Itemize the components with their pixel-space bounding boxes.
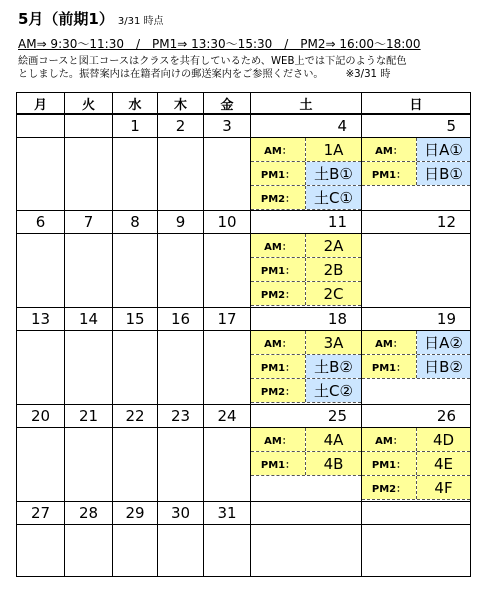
- day-cell[interactable]: [112, 210, 158, 308]
- day-cell[interactable]: [250, 210, 362, 308]
- class-slot-pm1: [251, 355, 361, 379]
- slot-label: PM1：: [251, 258, 305, 281]
- date-number: 4: [337, 117, 347, 135]
- slot-label: AM：: [251, 234, 305, 257]
- day-cell[interactable]: [64, 501, 113, 577]
- note-stamp: ※3/31 時: [345, 69, 391, 80]
- slot-label: AM：: [362, 331, 416, 354]
- day-cell[interactable]: [16, 210, 65, 308]
- date-number: 19: [436, 310, 456, 328]
- class-slot-am: [362, 138, 470, 162]
- date-number: 9: [175, 213, 186, 231]
- slot-label: PM1：: [362, 452, 416, 475]
- date-number: 29: [125, 504, 145, 522]
- class-name: 2C: [306, 282, 361, 305]
- date-number: 13: [30, 310, 51, 328]
- day-cell[interactable]: [157, 501, 204, 577]
- as-of-date: 3/31 時点: [117, 16, 164, 27]
- day-cell[interactable]: [16, 501, 65, 577]
- class-name: 2A: [306, 234, 361, 257]
- day-cell[interactable]: [361, 501, 471, 577]
- day-cell[interactable]: [112, 404, 158, 502]
- day-cell[interactable]: [203, 307, 251, 405]
- slot-label: AM：: [362, 428, 416, 451]
- class-name: 4A: [306, 428, 361, 451]
- class-slot-am: [362, 428, 470, 452]
- date-number: 30: [170, 504, 191, 522]
- class-slot-am: [251, 428, 361, 452]
- day-cell[interactable]: [16, 404, 65, 502]
- weekday-header-wed: 水: [112, 92, 158, 114]
- day-cell[interactable]: [203, 114, 251, 211]
- class-slot-am: [251, 234, 361, 258]
- class-slot-pm2: [251, 282, 361, 306]
- slot-label: PM1：: [251, 452, 305, 475]
- date-number: 23: [170, 407, 191, 425]
- slot-label: AM：: [251, 138, 305, 161]
- day-cell[interactable]: [157, 210, 204, 308]
- date-number: 11: [327, 213, 347, 231]
- class-name: 4D: [417, 428, 470, 451]
- title-text: 5月（前期1）: [18, 10, 114, 28]
- class-slot-pm2: [362, 476, 470, 500]
- day-cell[interactable]: [112, 307, 158, 405]
- calendar-grid: [16, 92, 470, 576]
- slot-label: PM2：: [251, 282, 305, 305]
- weekday-header-thu: 木: [157, 92, 204, 114]
- class-name: 4B: [306, 452, 361, 475]
- date-number: 14: [78, 310, 99, 328]
- day-cell[interactable]: [64, 114, 113, 211]
- class-slot-pm1: [251, 452, 361, 476]
- slot-label: PM1：: [362, 162, 416, 185]
- class-name: 3A: [306, 331, 361, 354]
- date-number: 16: [170, 310, 191, 328]
- weekday-header-fri: 金: [203, 92, 251, 114]
- class-name: 日A②: [417, 331, 470, 354]
- slot-label: AM：: [251, 331, 305, 354]
- day-cell[interactable]: [250, 404, 362, 502]
- weekday-header-tue: 火: [64, 92, 113, 114]
- time-legend: AM⇒ 9:30～11:30 / PM1⇒ 13:30～15:30 / PM2⇒ 16:00～18:00: [18, 37, 421, 51]
- class-name: 土C①: [306, 186, 361, 209]
- day-cell[interactable]: [361, 210, 471, 308]
- day-cell[interactable]: [361, 307, 471, 405]
- class-slot-pm1: [251, 162, 361, 186]
- slot-label: AM：: [362, 138, 416, 161]
- date-number: 17: [217, 310, 237, 328]
- date-number: 21: [78, 407, 99, 425]
- class-slot-am: [251, 331, 361, 355]
- date-number: 31: [217, 504, 237, 522]
- date-number: 26: [436, 407, 456, 425]
- date-number: [251, 502, 361, 524]
- day-cell[interactable]: [16, 307, 65, 405]
- date-number: 15: [125, 310, 145, 328]
- slot-label: PM2：: [251, 379, 305, 402]
- slot-label: PM1：: [362, 355, 416, 378]
- date-number: 20: [30, 407, 51, 425]
- class-slot-pm1: [362, 452, 470, 476]
- day-cell[interactable]: [361, 404, 471, 502]
- day-cell[interactable]: [157, 307, 204, 405]
- slot-label: PM2：: [251, 186, 305, 209]
- day-cell[interactable]: [250, 307, 362, 405]
- date-number: [65, 115, 112, 137]
- class-name: 4F: [417, 476, 470, 499]
- class-name: 1A: [306, 138, 361, 161]
- day-cell[interactable]: [203, 501, 251, 577]
- date-number: 27: [30, 504, 51, 522]
- class-slot-am: [251, 138, 361, 162]
- day-cell[interactable]: [64, 210, 113, 308]
- day-cell[interactable]: [250, 501, 362, 577]
- class-name: 土B②: [306, 355, 361, 378]
- day-cell[interactable]: [203, 210, 251, 308]
- date-number: [17, 115, 64, 137]
- slot-label: PM1：: [251, 355, 305, 378]
- day-cell[interactable]: [361, 114, 471, 211]
- class-name: 4E: [417, 452, 470, 475]
- weekday-header-sat: 土: [250, 92, 362, 114]
- date-number: 3: [222, 117, 232, 135]
- slot-label: PM2：: [362, 476, 416, 499]
- day-cell[interactable]: [157, 114, 204, 211]
- date-number: 1: [130, 117, 140, 135]
- day-cell[interactable]: [112, 501, 158, 577]
- class-slot-pm2: [251, 186, 361, 210]
- class-name: 日B①: [417, 162, 470, 185]
- date-number: 28: [78, 504, 99, 522]
- day-cell[interactable]: [250, 114, 362, 211]
- date-number: 5: [446, 117, 456, 135]
- class-slot-pm1: [362, 355, 470, 379]
- date-number: 7: [83, 213, 94, 231]
- class-name: 2B: [306, 258, 361, 281]
- slot-label: AM：: [251, 428, 305, 451]
- weekday-header-sun: 日: [361, 92, 471, 114]
- day-cell[interactable]: [157, 404, 204, 502]
- note-line-2: としました。振替案内は在籍者向けの郵送案内をご参照ください。: [18, 69, 324, 80]
- class-slot-am: [362, 331, 470, 355]
- date-number: 22: [125, 407, 145, 425]
- date-number: [362, 502, 470, 524]
- slot-label: PM1：: [251, 162, 305, 185]
- day-cell[interactable]: [64, 307, 113, 405]
- date-number: 10: [217, 213, 237, 231]
- date-number: 12: [436, 213, 456, 231]
- date-number: 25: [327, 407, 347, 425]
- class-slot-pm2: [251, 379, 361, 403]
- class-name: 日B②: [417, 355, 470, 378]
- class-name: 土B①: [306, 162, 361, 185]
- date-number: 18: [327, 310, 347, 328]
- day-cell[interactable]: [203, 404, 251, 502]
- date-number: 2: [175, 117, 186, 135]
- day-cell[interactable]: [112, 114, 158, 211]
- class-name: 土C②: [306, 379, 361, 402]
- class-slot-pm1: [251, 258, 361, 282]
- note-line-1: 絵画コースと図工コースはクラスを共有しているため、WEB上では下記のような配色: [18, 56, 407, 67]
- day-cell[interactable]: [16, 114, 65, 211]
- date-number: 6: [35, 213, 46, 231]
- date-number: 24: [217, 407, 237, 425]
- class-slot-pm1: [362, 162, 470, 186]
- color-note: [18, 55, 478, 81]
- day-cell[interactable]: [64, 404, 113, 502]
- weekday-header-mon: 月: [16, 92, 65, 114]
- page-title: [18, 8, 164, 29]
- date-number: 8: [130, 213, 140, 231]
- class-name: 日A①: [417, 138, 470, 161]
